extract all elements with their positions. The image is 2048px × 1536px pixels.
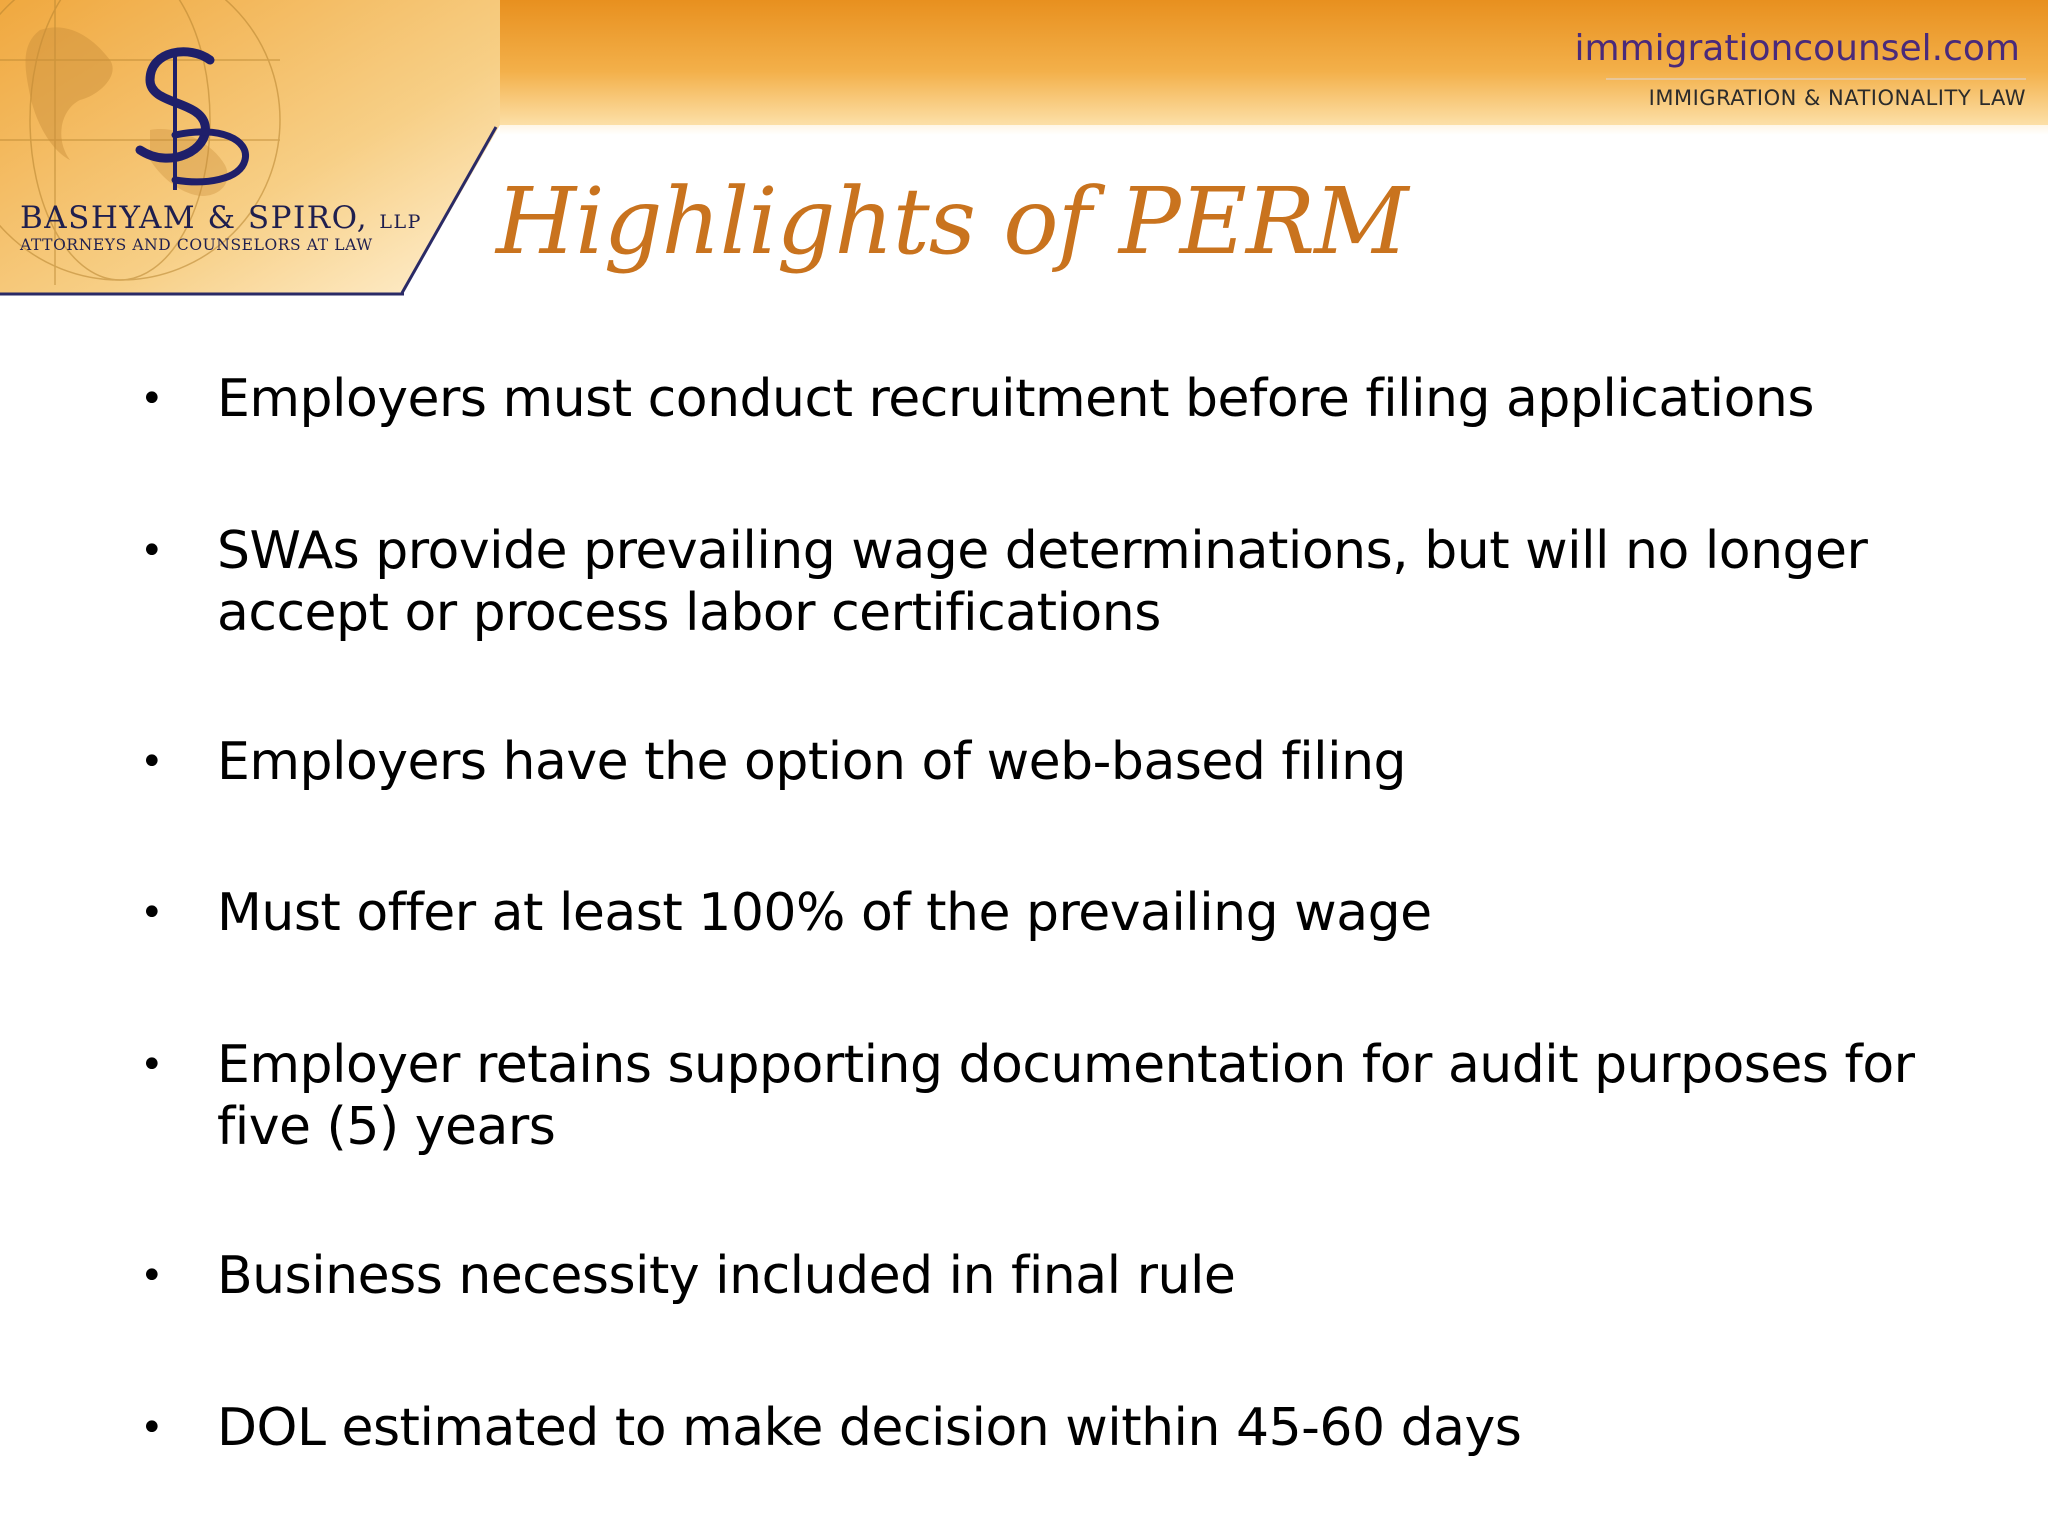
bullet-dot-icon: • (140, 528, 164, 574)
bullet-dot-icon: • (140, 890, 164, 936)
list-item-text: DOL estimated to make decision within 45-60 days (217, 1398, 1522, 1458)
divider (1606, 78, 2026, 80)
bullet-dot-icon: • (140, 1253, 164, 1299)
list-item-text: Must offer at least 100% of the prevailing wage (217, 883, 1432, 943)
firm-monogram-logo (110, 40, 260, 190)
site-url-link[interactable]: immigrationcounsel.com (1574, 28, 2020, 69)
bullet-dot-icon: • (140, 739, 164, 785)
list-item-text: Employer retains supporting documentation for audit purposes for five (5) years (217, 1035, 1915, 1157)
firm-subtitle: ATTORNEYS AND COUNSELORS AT LAW (20, 236, 373, 254)
list-item-text: Employers must conduct recruitment before filing applications (217, 369, 1814, 429)
list-item-text: Business necessity included in final rule (217, 1246, 1236, 1306)
page-title: Highlights of PERM (496, 168, 1408, 275)
site-tagline: IMMIGRATION & NATIONALITY LAW (1648, 86, 2026, 110)
list-item-text: SWAs provide prevailing wage determinations, but will no longer accept or process labor certifications (217, 521, 1868, 643)
bullet-dot-icon: • (140, 1042, 164, 1088)
firm-suffix: LLP (379, 211, 422, 233)
firm-name (20, 200, 422, 236)
bullet-dot-icon: • (140, 376, 164, 422)
list-item-text: Employers have the option of web-based filing (217, 732, 1407, 792)
bullet-dot-icon: • (140, 1405, 164, 1451)
firm-name-text: BASHYAM & SPIRO, (20, 200, 369, 236)
